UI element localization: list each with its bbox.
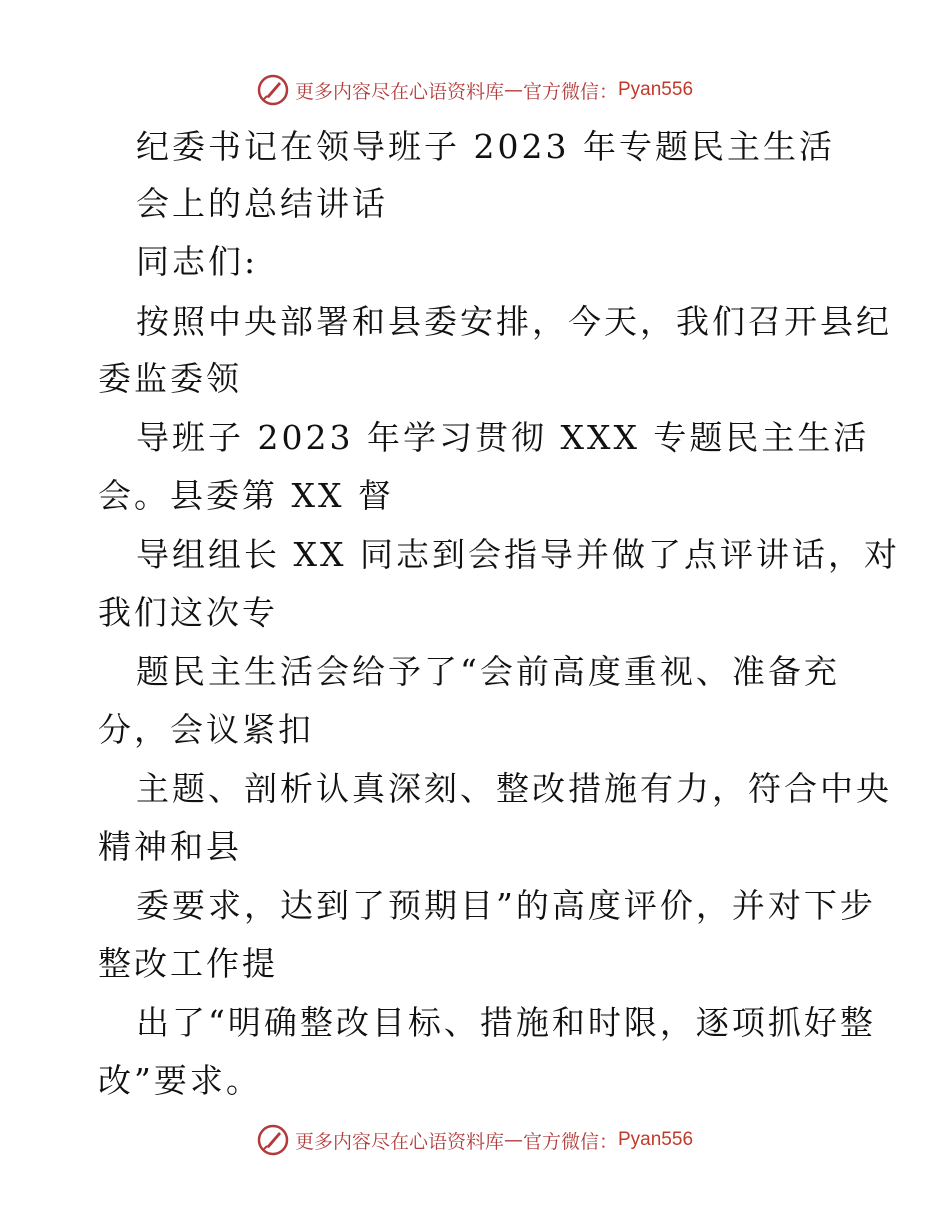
watermark-separator: — [503, 79, 523, 101]
watermark-wechat-id: Pyan556 [618, 79, 694, 100]
watermark-separator: — [503, 1129, 523, 1151]
document-title-line-1: 纪委书记在领导班子 2023 年专题民主生活 [136, 127, 835, 166]
footer-watermark [0, 1120, 950, 1160]
feather-pen-icon [257, 74, 289, 106]
document-title-line-2: 会上的总结讲话 [136, 184, 388, 223]
body-line: 导组组长 XX 同志到会指导并做了点评讲话，对 [136, 535, 900, 574]
body-line: 导班子 2023 年学习贯彻 XXX 专题民主生活 [136, 418, 870, 457]
watermark-label: 官方微信： [522, 80, 618, 103]
header-watermark [0, 70, 950, 110]
watermark-brand: 更多内容尽在心语资料库 [294, 1130, 504, 1153]
body-line: 出了“明确整改目标、措施和时限，逐项抓好整 [136, 1003, 876, 1042]
feather-pen-icon [257, 1124, 289, 1156]
body-line: 分，会议紧扣 [98, 710, 314, 749]
watermark-label: 官方微信： [522, 1130, 618, 1153]
body-line: 委监委领 [98, 359, 242, 398]
body-line: 改”要求。 [98, 1061, 262, 1100]
body-line: 我们这次专 [98, 593, 278, 632]
watermark-brand: 更多内容尽在心语资料库 [294, 80, 504, 103]
watermark-wechat-id: Pyan556 [618, 1129, 694, 1150]
body-line: 会。县委第 XX 督 [98, 476, 394, 515]
body-line: 主题、剖析认真深刻、整改措施有力，符合中央 [136, 769, 892, 808]
body-line: 题民主生活会给予了“会前高度重视、准备充 [136, 652, 840, 691]
body-line: 委要求，达到了预期目”的高度评价，并对下步 [136, 886, 876, 925]
body-line: 整改工作提 [98, 944, 278, 983]
salutation: 同志们: [136, 242, 259, 281]
body-line: 精神和县 [98, 827, 242, 866]
body-line: 按照中央部署和县委安排，今天，我们召开县纪 [136, 302, 892, 341]
